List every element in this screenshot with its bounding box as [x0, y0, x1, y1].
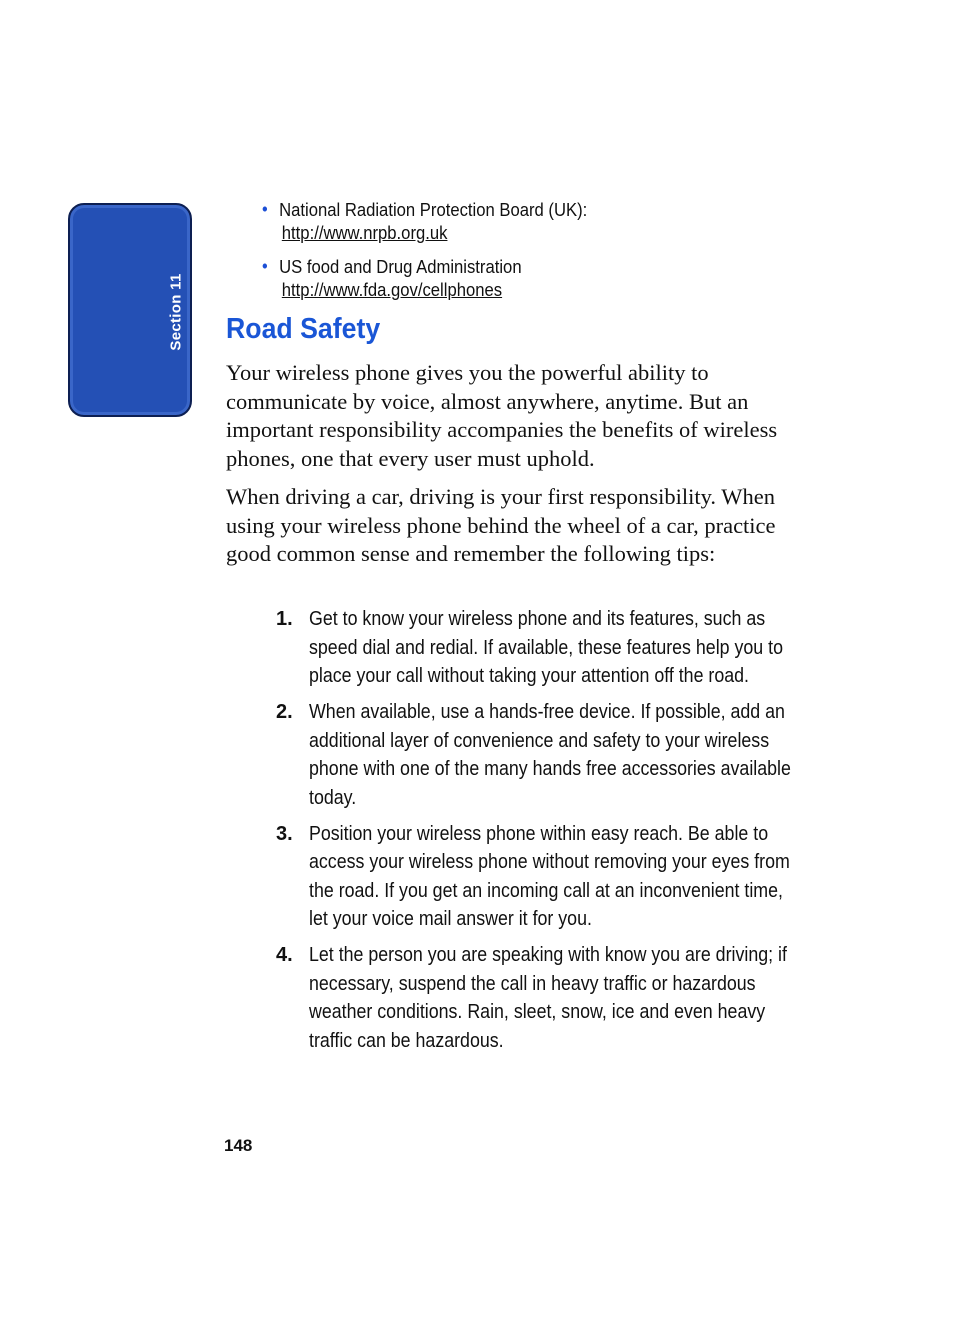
tip-text: Get to know your wireless phone and its features, such as speed dial and redial. If available, these features help you to place your call without taking your attention off the road.: [309, 608, 783, 687]
bullet-text: US food and Drug Administration: [279, 256, 522, 277]
driving-paragraph: When driving a car, driving is your first responsibility. When using your wireless phone behind the wheel of a car, practice good common sense and remember the following tips:: [226, 484, 776, 567]
bullet-dot-icon: •: [262, 256, 268, 276]
tip-item: [276, 820, 816, 934]
bullet-text: National Radiation Protection Board (UK):: [279, 199, 588, 220]
tip-text: Let the person you are speaking with know you are driving; if necessary, suspend the call in heavy traffic or hazardous weather conditions. Rain, sleet, snow, ice and even heavy traffic can be hazardous.: [309, 944, 787, 1052]
tip-number: 4.: [276, 944, 293, 966]
tip-number: 1.: [276, 608, 293, 630]
safety-tips-list: [276, 605, 816, 1063]
nrpb-link[interactable]: http://www.nrpb.org.uk: [281, 222, 448, 243]
tip-item: [276, 698, 816, 812]
tip-text: Position your wireless phone within easy reach. Be able to access your wireless phone without removing your eyes from the road. If you get an incoming call at an inconvenient time, let your voice mail answer it for you.: [309, 822, 790, 930]
tip-number: 2.: [276, 701, 293, 723]
page-number: 148: [224, 1136, 253, 1155]
section-tab-label: Section 11: [167, 273, 185, 351]
bullet-item: [262, 255, 766, 301]
intro-paragraph: Your wireless phone gives you the powerful ability to communicate by voice, almost anywhere, anytime. But an important responsibility accompanies the benefits of wireless phones, one that every user must uphold.: [226, 360, 778, 471]
fda-link[interactable]: http://www.fda.gov/cellphones: [281, 279, 503, 300]
section-heading: Road Safety: [226, 313, 381, 345]
tip-item: [276, 605, 816, 691]
resource-bullet-list: [262, 198, 822, 312]
tip-item: [276, 941, 816, 1055]
tip-text: When available, use a hands-free device. If possible, add an additional layer of convenience and safety to your wireless phone with one of the many hands free accessories available today.: [309, 701, 791, 809]
bullet-dot-icon: •: [262, 199, 268, 219]
tip-number: 3.: [276, 822, 293, 845]
bullet-item: [262, 198, 766, 244]
